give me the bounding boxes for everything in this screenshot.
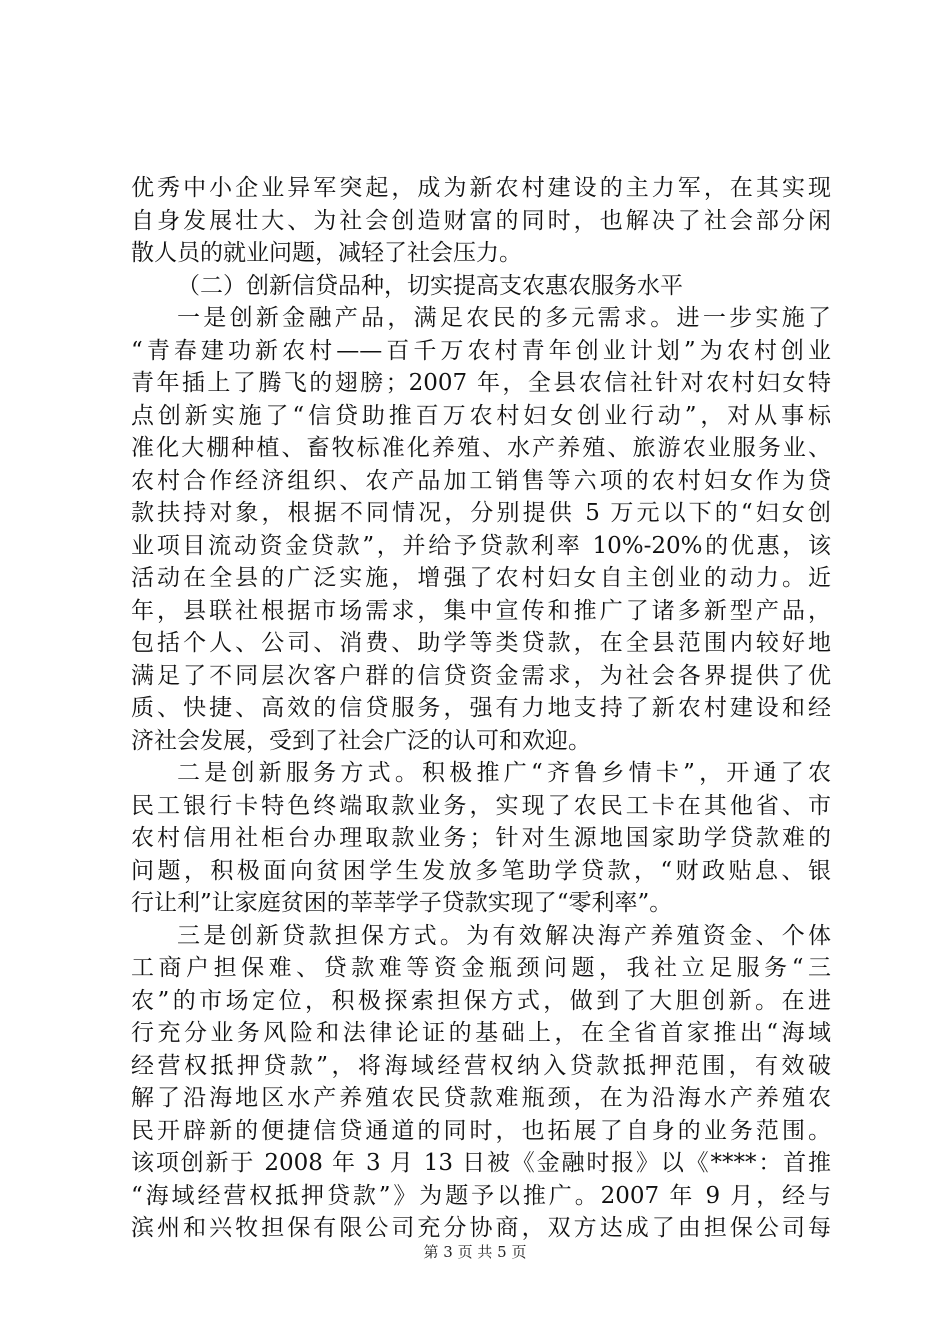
text-line: “海域经营权抵押贷款”》为题予以推广。2007 年 9 月，经与 — [131, 1182, 831, 1209]
body-text — [131, 172, 831, 1245]
text-line: 农村合作经济组织、农产品加工销售等六项的农村妇女作为贷 — [131, 467, 831, 494]
text-line: 行让利”让家庭贫困的莘莘学子贷款实现了“零利率”。 — [131, 890, 673, 916]
text-line: 该项创新于 2008 年 3 月 13 日被《金融时报》以《****：首推 — [131, 1150, 831, 1176]
text-line: （二）创新信贷品种，切实提高支农惠农服务水平 — [177, 272, 683, 299]
text-line: 优秀中小企业异军突起，成为新农村建设的主力军，在其实现 — [131, 175, 831, 201]
text-line: 准化大棚种植、畜牧标准化养殖、水产养殖、旅游农业服务业、 — [131, 435, 831, 461]
text-line: 民工银行卡特色终端取款业务，实现了农民工卡在其他省、市 — [131, 792, 831, 819]
text-line: 满足了不同层次客户群的信贷资金需求，为社会各界提供了优 — [131, 662, 831, 689]
text-line: 活动在全县的广泛实施，增强了农村妇女自主创业的动力。近 — [131, 565, 831, 591]
text-line: 点创新实施了“信贷助推百万农村妇女创业行动”，对从事标 — [131, 402, 831, 429]
text-line: 自身发展壮大、为社会创造财富的同时，也解决了社会部分闲 — [131, 207, 831, 234]
text-line: 质、快捷、高效的信贷服务，强有力地支持了新农村建设和经 — [131, 695, 831, 721]
text-line: 问题，积极面向贫困学生发放多笔助学贷款，“财政贴息、银 — [131, 857, 831, 884]
text-line: 一是创新金融产品，满足农民的多元需求。进一步实施了 — [177, 305, 831, 331]
text-line: 二是创新服务方式。积极推广“齐鲁乡情卡”，开通了农 — [177, 760, 831, 786]
text-line: 济社会发展，受到了社会广泛的认可和欢迎。 — [131, 727, 591, 754]
text-line: 款扶持对象，根据不同情况，分别提供 5 万元以下的“妇女创 — [131, 500, 831, 526]
text-line: 农”的市场定位，积极探索担保方式，做到了大胆创新。在进 — [131, 987, 831, 1014]
text-line: “青春建功新农村——百千万农村青年创业计划”为农村创业 — [131, 337, 831, 364]
page-footer: 第 3 页 共 5 页 — [423, 1243, 527, 1261]
text-line: 解了沿海地区水产养殖农民贷款难瓶颈，在为沿海水产养殖农 — [131, 1085, 831, 1111]
text-line: 散人员的就业问题，减轻了社会压力。 — [131, 240, 522, 266]
text-line: 青年插上了腾飞的翅膀；2007 年，全县农信社针对农村妇女特 — [131, 370, 831, 396]
text-line: 民开辟新的便捷信贷通道的同时，也拓展了自身的业务范围。 — [131, 1117, 831, 1144]
text-line: 经营权抵押贷款”，将海域经营权纳入贷款抵押范围，有效破 — [131, 1052, 831, 1079]
text-line: 工商户担保难、贷款难等资金瓶颈问题，我社立足服务“三 — [131, 955, 831, 981]
text-line: 三是创新贷款担保方式。为有效解决海产养殖资金、个体 — [177, 922, 831, 949]
text-line: 业项目流动资金贷款”，并给予贷款利率 10%-20%的优惠，该 — [131, 532, 831, 559]
text-line: 行充分业务风险和法律论证的基础上，在全省首家推出“海域 — [131, 1020, 831, 1046]
text-line: 包括个人、公司、消费、助学等类贷款，在全县范围内较好地 — [131, 630, 831, 656]
text-line: 滨州和兴牧担保有限公司充分协商，双方达成了由担保公司每 — [131, 1215, 831, 1241]
text-line: 年，县联社根据市场需求，集中宣传和推广了诸多新型产品， — [131, 597, 831, 624]
text-line: 农村信用社柜台办理取款业务；针对生源地国家助学贷款难的 — [131, 825, 831, 851]
